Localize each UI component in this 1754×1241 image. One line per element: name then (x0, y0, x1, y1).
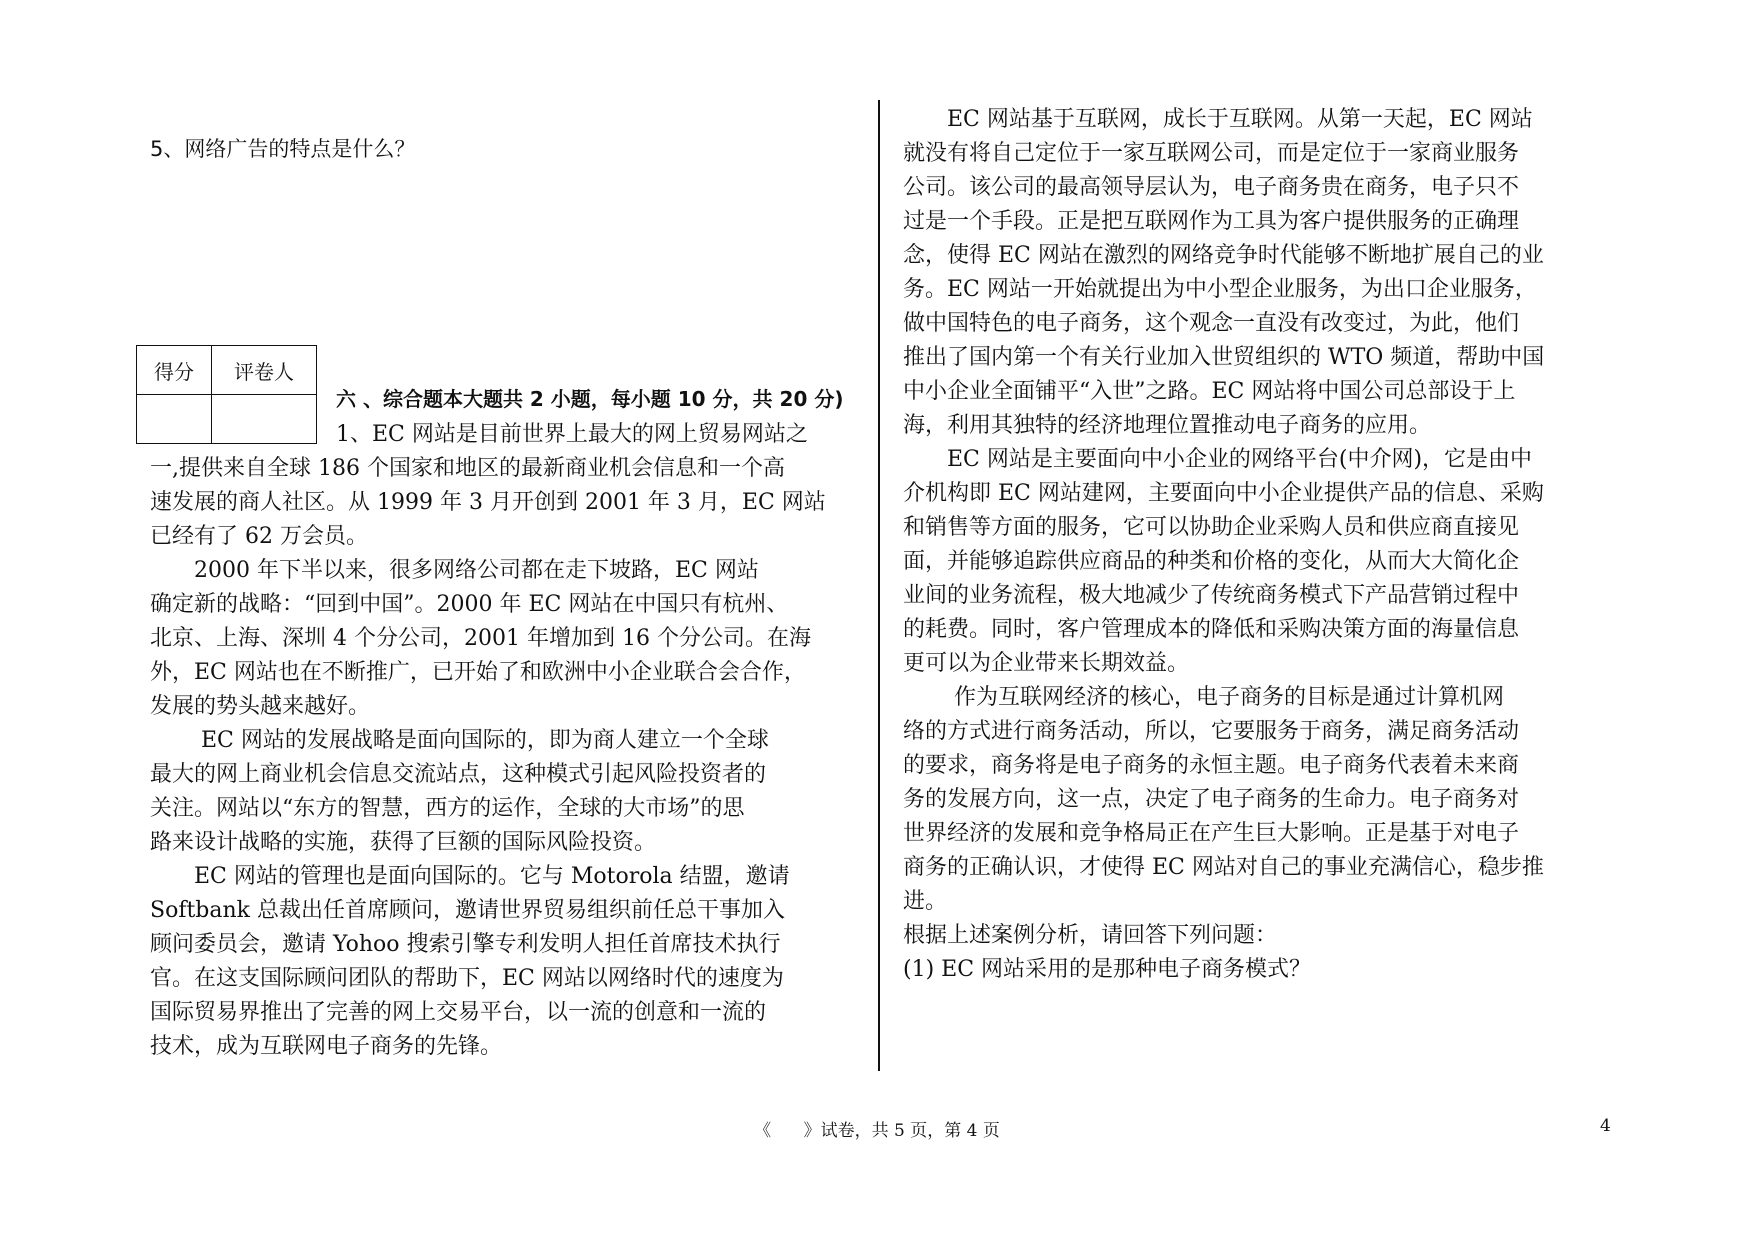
right-paragraph-3 (903, 681, 1623, 919)
text-line: 更可以为企业带来长期效益。 (903, 651, 1190, 676)
grader-header: 评卷人 (212, 346, 317, 395)
column-divider (878, 100, 880, 1071)
case-first-line: 1、EC 网站是目前世界上最大的网上贸易网站之 (336, 422, 808, 447)
section-title: 六 、综合题本大题共 2 小题，每小题 10 分，共 20 分) (336, 387, 844, 411)
text-line: 务。EC 网站一开始就提出为中小型企业服务，为出口企业服务， (903, 277, 1537, 302)
text-line: 技术，成为互联网电子商务的先锋。 (150, 1034, 503, 1059)
text-line: 面，并能够追踪供应商品的种类和价格的变化，从而大大简化企 (903, 549, 1520, 574)
text-line: 确定新的战略：“回到中国”。2000 年 EC 网站在中国只有杭州、 (150, 592, 789, 617)
text-line: EC 网站基于互联网，成长于互联网。从第一天起，EC 网站 (903, 107, 1533, 132)
text-line: EC 网站的管理也是面向国际的。它与 Motorola 结盟，邀请 (150, 864, 790, 889)
left-paragraph-4 (150, 860, 860, 1064)
left-paragraph-1 (150, 418, 860, 554)
text-line: 的要求，商务将是电子商务的永恒主题。电子商务代表着未来商 (903, 753, 1520, 778)
right-column (903, 103, 1623, 987)
text-line: 络的方式进行商务活动，所以，它要服务于商务，满足商务活动 (903, 719, 1520, 744)
question-5: 5、网络广告的特点是什么？ (150, 137, 416, 161)
question-prompt (903, 919, 1623, 987)
text-line: 作为互联网经济的核心，电子商务的目标是通过计算机网 (903, 685, 1504, 710)
text-line: 过是一个手段。正是把互联网作为工具为客户提供服务的正确理 (903, 209, 1520, 234)
score-header: 得分 (137, 346, 212, 395)
text-line: 做中国特色的电子商务，这个观念一直没有改变过，为此，他们 (903, 311, 1520, 336)
text-line: 的耗费。同时，客户管理成本的降低和采购决策方面的海量信息 (903, 617, 1520, 642)
text-line: 业间的业务流程，极大地减少了传统商务模式下产品营销过程中 (903, 583, 1520, 608)
text-line: 已经有了 62 万会员。 (150, 524, 368, 549)
text-line: EC 网站的发展战略是面向国际的，即为商人建立一个全球 (150, 728, 769, 753)
text-line: 外，EC 网站也在不断推广，已开始了和欧洲中小企业联合会合作， (150, 660, 806, 685)
text-line: 路来设计战略的实施，获得了巨额的国际风险投资。 (150, 830, 657, 855)
text-line: 2000 年下半以来，很多网络公司都在走下坡路，EC 网站 (150, 558, 759, 583)
text-line: 介机构即 EC 网站建网，主要面向中小企业提供产品的信息、采购 (903, 481, 1544, 506)
text-line: 念，使得 EC 网站在激烈的网络竞争时代能够不断地扩展自己的业 (903, 243, 1544, 268)
text-line: 务的发展方向，这一点，决定了电子商务的生命力。电子商务对 (903, 787, 1520, 812)
text-line: 关注。网站以“东方的智慧，西方的运作，全球的大市场”的思 (150, 796, 745, 821)
left-paragraph-3 (150, 724, 860, 860)
text-line: 就没有将自己定位于一家互联网公司，而是定位于一家商业服务 (903, 141, 1520, 166)
text-line: Softbank 总裁出任首席顾问，邀请世界贸易组织前任总干事加入 (150, 898, 785, 923)
text-line: 商务的正确认识，才使得 EC 网站对自己的事业充满信心，稳步推 (903, 855, 1544, 880)
text-line: 北京、上海、深圳 4 个分公司，2001 年增加到 16 个分公司。在海 (150, 626, 811, 651)
page-number: 4 (1600, 1116, 1611, 1136)
right-paragraph-2 (903, 443, 1623, 681)
text-line: 和销售等方面的服务，它可以协助企业采购人员和供应商直接见 (903, 515, 1520, 540)
left-paragraph-2 (150, 554, 860, 724)
text-line: 进。 (903, 889, 948, 914)
text-line: 推出了国内第一个有关行业加入世贸组织的 WTO 频道，帮助中国 (903, 345, 1545, 370)
page-footer: 《 》试卷，共 5 页，第 4 页 (754, 1121, 1000, 1141)
text-line: 一,提供来自全球 186 个国家和地区的最新商业机会信息和一个高 (150, 456, 785, 481)
text-line: 官。在这支国际顾问团队的帮助下，EC 网站以网络时代的速度为 (150, 966, 784, 991)
left-column (150, 418, 860, 1064)
text-line: 速发展的商人社区。从 1999 年 3 月开创到 2001 年 3 月，EC 网站 (150, 490, 826, 515)
text-line: 公司。该公司的最高领导层认为，电子商务贵在商务，电子只不 (903, 175, 1520, 200)
text-line: 顾问委员会，邀请 Yohoo 搜索引擎专利发明人担任首席技术执行 (150, 932, 781, 957)
text-line: 中小企业全面铺平“入世”之路。EC 网站将中国公司总部设于上 (903, 379, 1516, 404)
text-line: 发展的势头越来越好。 (150, 694, 371, 719)
text-line: 海，利用其独特的经济地理位置推动电子商务的应用。 (903, 413, 1432, 438)
right-paragraph-1 (903, 103, 1623, 443)
text-line: 最大的网上商业机会信息交流站点，这种模式引起风险投资者的 (150, 762, 767, 787)
text-line: 根据上述案例分析，请回答下列问题： (903, 923, 1278, 948)
sub-question-1: (1) EC 网站采用的是那种电子商务模式？ (903, 957, 1312, 982)
text-line: 世界经济的发展和竞争格局正在产生巨大影响。正是基于对电子 (903, 821, 1520, 846)
text-line: EC 网站是主要面向中小企业的网络平台(中介网)，它是由中 (903, 447, 1533, 472)
text-line: 国际贸易界推出了完善的网上交易平台，以一流的创意和一流的 (150, 1000, 767, 1025)
